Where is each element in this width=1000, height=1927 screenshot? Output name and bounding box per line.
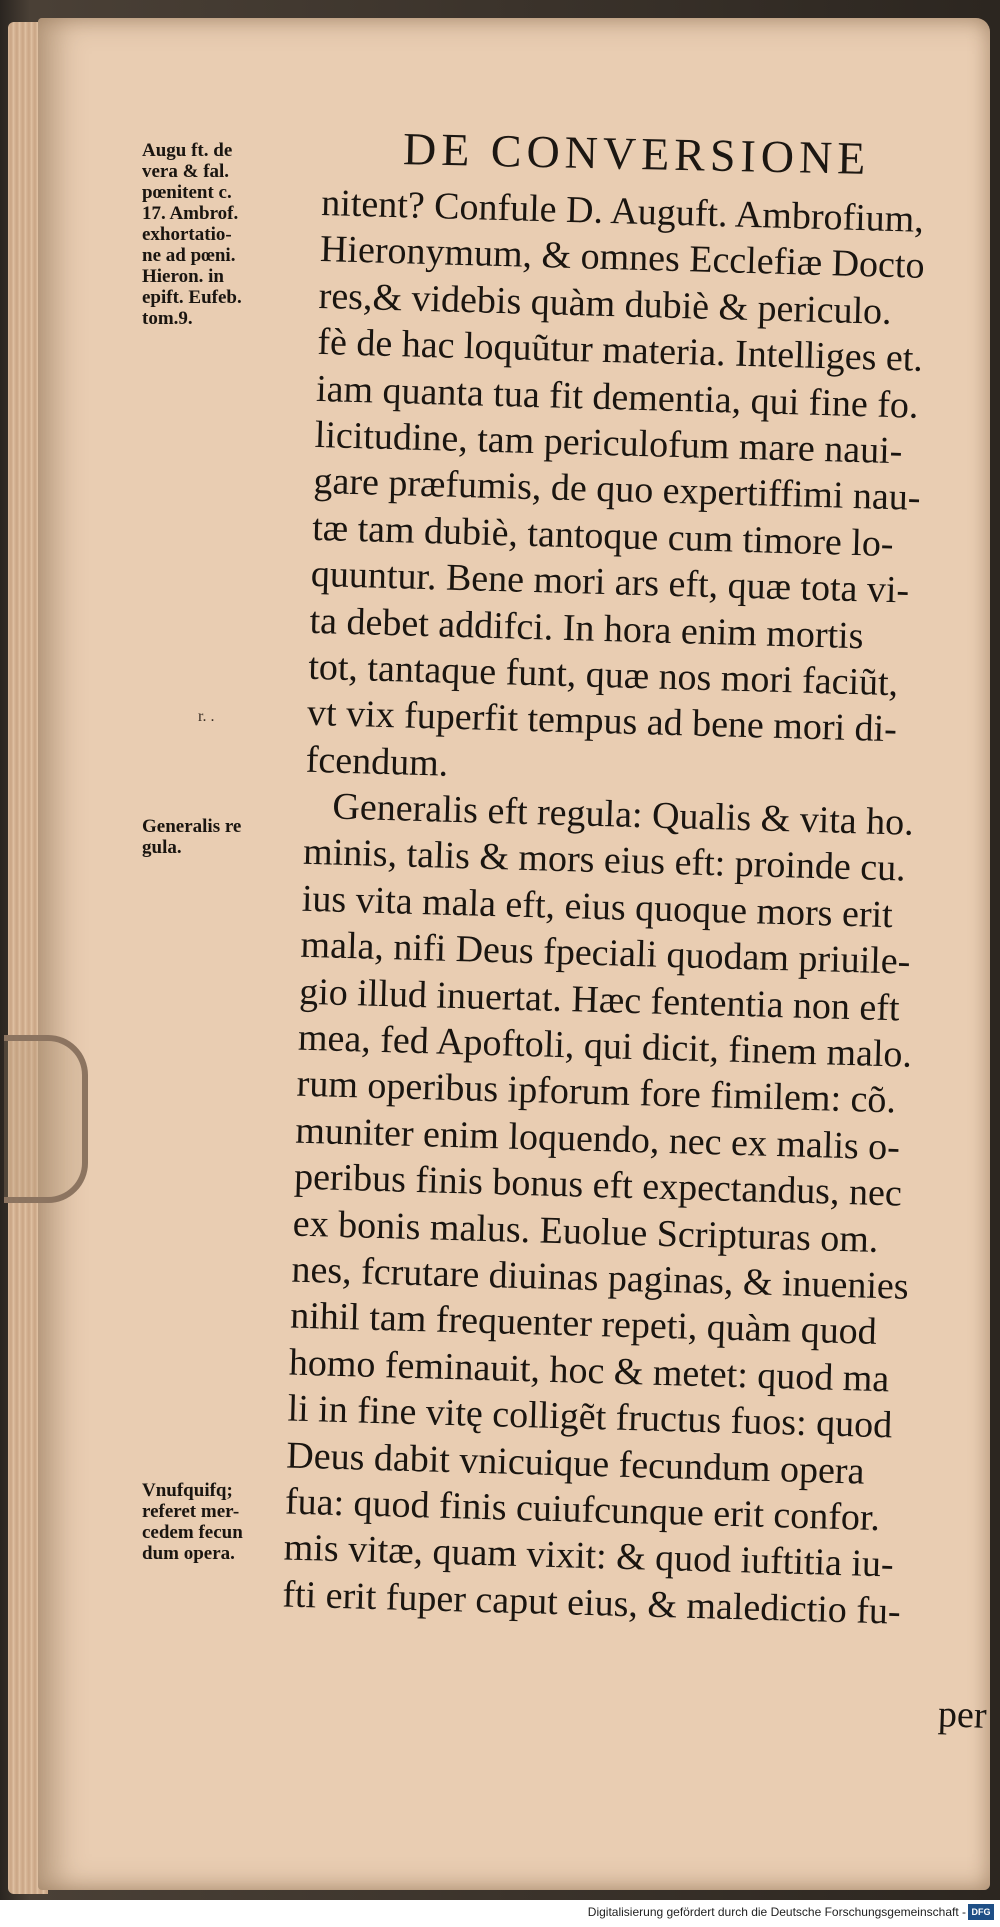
text-line: peribus finis bonus eft expectandus, nec (293, 1155, 903, 1215)
marginal-note-line: 17. Ambrof. (142, 203, 239, 224)
text-line: Deus dabit vnicuique fecundum opera (285, 1434, 866, 1493)
marginal-note-line: epift. Eufeb. (142, 287, 242, 308)
text-line: mea, fed Apoftoli, qui dicit, finem malo. (297, 1016, 913, 1076)
text-line: nihil tam frequenter repeti, quàm quod (289, 1294, 878, 1354)
text-line: quuntur. Bene mori ars eft, quæ tota vi- (310, 552, 910, 612)
body-text (282, 180, 1000, 1637)
marginal-note-line: exhortatio- (142, 224, 232, 245)
text-line: minis, talis & mors eius eft: proinde cu. (302, 831, 907, 891)
marginal-note-line: Vnufquifq; (142, 1480, 233, 1501)
text-line: fua: quod finis cuiufcunque erit confor. (284, 1480, 881, 1540)
text-line: Generalis eft regula: Qualis & vita ho. (331, 785, 915, 844)
text-line: iam quanta tua fit dementia, qui fine fo. (315, 367, 920, 427)
text-line: fti erit fuper caput eius, & maledictio fu- (281, 1573, 902, 1633)
marginal-note-line: vera & fal. (142, 161, 230, 182)
text-line: licitudine, tam periculofum mare naui- (314, 413, 903, 473)
book-clasp (4, 1035, 88, 1203)
text-line: ex bonis malus. Euolue Scripturas om. (292, 1202, 879, 1261)
marginal-note-line: pœnitent c. (142, 182, 232, 203)
text-line: vt vix fuperfit tempus ad bene mori di- (306, 692, 898, 751)
marginal-note-line: Hieron. in (142, 266, 224, 287)
marginal-note-line: tom.9. (142, 308, 193, 329)
book-page (38, 18, 990, 1890)
text-line: homo feminauit, hoc & metet: quod ma (288, 1341, 890, 1401)
marginal-note-line: Generalis re (142, 816, 242, 837)
funding-credit: Digitalisierung gefördert durch die Deutsche Forschungsgemeinschaft - (587, 1905, 966, 1919)
text-line: muniter enim loquendo, nec ex malis o- (294, 1109, 901, 1169)
running-head: DE CONVERSIONE (402, 123, 871, 184)
text-line: nitent? Confule D. Auguft. Ambrofium, (320, 181, 925, 241)
digitization-footer (0, 1900, 1000, 1927)
marginal-note-line: ne ad pœni. (142, 245, 236, 266)
marginal-note-line: dum opera. (142, 1543, 235, 1564)
text-line: ta debet addifci. In hora enim mortis (309, 599, 865, 657)
marginal-note-line: gula. (142, 837, 182, 858)
text-line: fè de hac loquũtur materia. Intelliges et. (316, 321, 924, 381)
text-line: gare præfumis, de quo expertiffimi nau- (312, 460, 922, 520)
catchword: per (937, 1693, 988, 1737)
marginal-note-rule (142, 816, 317, 858)
text-line: gio illud inuertat. Hæc fententia non eft (298, 970, 901, 1030)
text-line: tot, tantaque funt, quæ nos mori faciũt, (307, 645, 899, 705)
text-line: res,& videbis quàm dubiè & periculo. (318, 274, 893, 333)
marginal-note-sources (142, 140, 317, 329)
text-line: tæ tam dubiè, tantoque cum timore lo- (311, 506, 895, 565)
text-line: mis vitæ, quam vixit: & quod iuftitia iu- (283, 1526, 895, 1586)
marginal-note-line: cedem fecun (142, 1522, 243, 1543)
text-line: mala, nifi Deus fpeciali quodam priuile- (300, 923, 911, 983)
text-line: fcendum. (305, 738, 449, 785)
text-line: nes, fcrutare diuinas paginas, & inuenies (290, 1248, 910, 1308)
marginal-note-line: referet mer- (142, 1501, 240, 1522)
stray-mark: r. . (198, 708, 215, 725)
text-line: rum operibus ipforum fore fimilem: cõ. (296, 1063, 897, 1122)
marginal-note-line: Augu ft. de (142, 140, 233, 161)
text-line: li in fine vitę colligẽt fructus fuos: quod (287, 1387, 893, 1447)
text-line: Hieronymum, & omnes Ecclefiæ Docto (319, 228, 926, 288)
text-line: ius vita mala eft, eius quoque mors erit (301, 877, 894, 937)
dfg-logo: DFG (968, 1904, 994, 1920)
